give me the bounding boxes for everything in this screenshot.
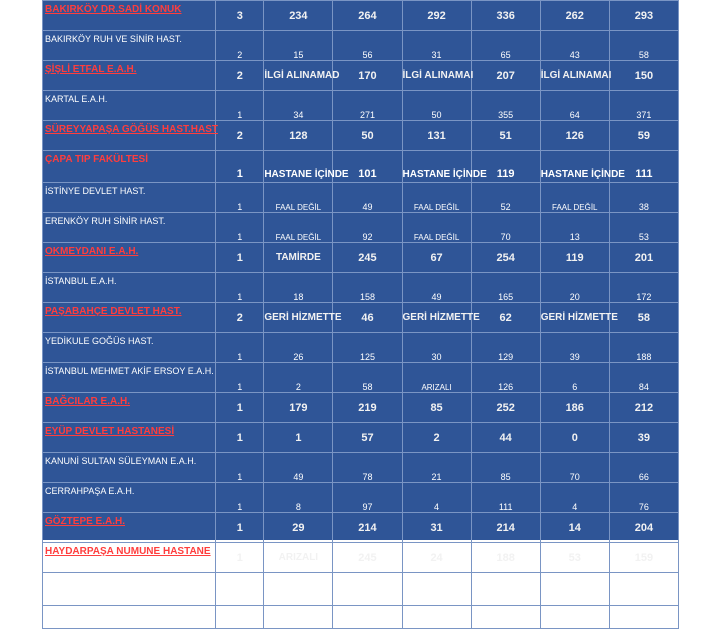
- value-cell: 131: [402, 121, 471, 151]
- value-cell: 13: [540, 213, 609, 243]
- table-row: [43, 31, 679, 61]
- hospital-table-sheet: [42, 0, 679, 564]
- count-cell: 2: [216, 121, 264, 151]
- table-body: [43, 1, 679, 629]
- empty-cell: [333, 573, 402, 606]
- value-cell: 4: [402, 483, 471, 513]
- value-cell: 111: [609, 151, 678, 183]
- hospital-name-cell: CERRAHPAŞA E.A.H.: [43, 483, 216, 513]
- hospital-name-cell: KANUNİ SULTAN SÜLEYMAN E.A.H.: [43, 453, 216, 483]
- value-cell: 207: [471, 61, 540, 91]
- count-cell: 1: [216, 393, 264, 423]
- empty-cell: [43, 606, 216, 629]
- value-cell: 126: [540, 121, 609, 151]
- value-cell: TAMİRDE: [264, 243, 333, 273]
- value-cell: 85: [471, 453, 540, 483]
- value-cell: 49: [402, 273, 471, 303]
- table-row: [43, 333, 679, 363]
- value-cell: 20: [540, 273, 609, 303]
- table-row: [43, 213, 679, 243]
- value-cell: 58: [609, 31, 678, 61]
- empty-cell: [264, 573, 333, 606]
- value-cell: İLGİ ALINAMAI: [540, 61, 609, 91]
- value-cell: 67: [402, 243, 471, 273]
- empty-cell: [609, 573, 678, 606]
- hospital-name-cell: İSTİNYE DEVLET HAST.: [43, 183, 216, 213]
- value-cell: 64: [540, 91, 609, 121]
- value-cell: 58: [609, 303, 678, 333]
- value-cell: 76: [609, 483, 678, 513]
- value-cell: 59: [609, 121, 678, 151]
- value-cell: 62: [471, 303, 540, 333]
- value-cell: 252: [471, 393, 540, 423]
- value-cell: 34: [264, 91, 333, 121]
- value-cell: 129: [471, 333, 540, 363]
- hospital-name-cell: SÜREYYAPAŞA GÖĞÜS HAST.HAST: [43, 121, 216, 151]
- table-row: [43, 393, 679, 423]
- hospital-name-cell: OKMEYDANI E.A.H.: [43, 243, 216, 273]
- empty-cell: [216, 606, 264, 629]
- value-cell: 170: [333, 61, 402, 91]
- value-cell: 214: [333, 513, 402, 543]
- value-cell: FAAL DEĞİL: [402, 213, 471, 243]
- value-cell: 78: [333, 453, 402, 483]
- count-cell: 1: [216, 213, 264, 243]
- value-cell: 52: [471, 183, 540, 213]
- hospital-name-cell: BAKIRKÖY RUH VE SİNİR HAST.: [43, 31, 216, 61]
- value-cell: 1: [264, 423, 333, 453]
- value-cell: 128: [264, 121, 333, 151]
- count-cell: 2: [216, 31, 264, 61]
- value-cell: 0: [540, 423, 609, 453]
- table-row: [43, 543, 679, 573]
- value-cell: 2: [264, 363, 333, 393]
- value-cell: 264: [333, 1, 402, 31]
- value-cell: 101: [333, 151, 402, 183]
- value-cell: 292: [402, 1, 471, 31]
- value-cell: 70: [540, 453, 609, 483]
- value-cell: 234: [264, 1, 333, 31]
- count-cell: 1: [216, 333, 264, 363]
- count-cell: 1: [216, 513, 264, 543]
- table-row: [43, 273, 679, 303]
- table-row: [43, 483, 679, 513]
- empty-cell: [333, 606, 402, 629]
- empty-cell: [471, 573, 540, 606]
- table-row: [43, 303, 679, 333]
- value-cell: 44: [471, 423, 540, 453]
- value-cell: 97: [333, 483, 402, 513]
- value-cell: 336: [471, 1, 540, 31]
- value-cell: 29: [264, 513, 333, 543]
- value-cell: 126: [471, 363, 540, 393]
- value-cell: 18: [264, 273, 333, 303]
- value-cell: 293: [609, 1, 678, 31]
- value-cell: 204: [609, 513, 678, 543]
- value-cell: ARIZALI: [402, 363, 471, 393]
- value-cell: 254: [471, 243, 540, 273]
- hospital-name-cell: GÖZTEPE E.A.H.: [43, 513, 216, 543]
- empty-row: [43, 606, 679, 629]
- count-cell: 1: [216, 91, 264, 121]
- hospital-name-cell: PAŞABAHÇE DEVLET HAST.: [43, 303, 216, 333]
- value-cell: 262: [540, 1, 609, 31]
- table-row: [43, 363, 679, 393]
- table-row: [43, 1, 679, 31]
- count-cell: 2: [216, 303, 264, 333]
- hospital-name-cell: YEDİKULE GOĞÜS HAST.: [43, 333, 216, 363]
- value-cell: İLGİ ALINAMAI: [402, 61, 471, 91]
- value-cell: FAAL DEĞİL: [264, 183, 333, 213]
- count-cell: 3: [216, 1, 264, 31]
- count-cell: 1: [216, 543, 264, 573]
- value-cell: FAAL DEĞİL: [264, 213, 333, 243]
- value-cell: 271: [333, 91, 402, 121]
- value-cell: 8: [264, 483, 333, 513]
- value-cell: İLGİ ALINAMAD: [264, 61, 333, 91]
- count-cell: 1: [216, 363, 264, 393]
- hospital-name-cell: İSTANBUL MEHMET AKİF ERSOY E.A.H.: [43, 363, 216, 393]
- value-cell: 201: [609, 243, 678, 273]
- value-cell: 158: [333, 273, 402, 303]
- value-cell: 49: [333, 183, 402, 213]
- value-cell: FAAL DEĞİL: [402, 183, 471, 213]
- value-cell: HASTANE İÇİNDE: [540, 151, 609, 183]
- value-cell: 24: [402, 543, 471, 573]
- value-cell: 371: [609, 91, 678, 121]
- table-row: [43, 423, 679, 453]
- value-cell: 186: [540, 393, 609, 423]
- value-cell: 39: [540, 333, 609, 363]
- value-cell: GERİ HİZMETTE: [402, 303, 471, 333]
- empty-cell: [540, 573, 609, 606]
- empty-cell: [43, 573, 216, 606]
- value-cell: 6: [540, 363, 609, 393]
- value-cell: 49: [264, 453, 333, 483]
- value-cell: 39: [609, 423, 678, 453]
- value-cell: GERİ HİZMETTE: [264, 303, 333, 333]
- value-cell: 214: [471, 513, 540, 543]
- value-cell: 57: [333, 423, 402, 453]
- value-cell: 245: [333, 543, 402, 573]
- value-cell: 212: [609, 393, 678, 423]
- table-row: [43, 183, 679, 213]
- value-cell: 165: [471, 273, 540, 303]
- value-cell: 119: [471, 151, 540, 183]
- table-row: [43, 513, 679, 543]
- value-cell: 31: [402, 31, 471, 61]
- value-cell: HASTANE İÇİNDE: [402, 151, 471, 183]
- value-cell: 15: [264, 31, 333, 61]
- count-cell: 1: [216, 243, 264, 273]
- count-cell: 1: [216, 183, 264, 213]
- value-cell: 92: [333, 213, 402, 243]
- hospital-name-cell: KARTAL E.A.H.: [43, 91, 216, 121]
- table-row: [43, 151, 679, 183]
- value-cell: 4: [540, 483, 609, 513]
- value-cell: 26: [264, 333, 333, 363]
- hospital-name-cell: HAYDARPAŞA NUMUNE HASTANE: [43, 543, 216, 573]
- value-cell: 38: [609, 183, 678, 213]
- hospital-name-cell: EYÜP DEVLET HASTANESİ: [43, 423, 216, 453]
- value-cell: 150: [609, 61, 678, 91]
- value-cell: 85: [402, 393, 471, 423]
- count-cell: 1: [216, 151, 264, 183]
- value-cell: 21: [402, 453, 471, 483]
- value-cell: 245: [333, 243, 402, 273]
- empty-cell: [216, 573, 264, 606]
- value-cell: 53: [609, 213, 678, 243]
- table-row: [43, 61, 679, 91]
- table-row: [43, 243, 679, 273]
- value-cell: 46: [333, 303, 402, 333]
- hospital-name-cell: ŞİŞLİ ETFAL E.A.H.: [43, 61, 216, 91]
- empty-cell: [540, 606, 609, 629]
- value-cell: 51: [471, 121, 540, 151]
- value-cell: 119: [540, 243, 609, 273]
- count-cell: 1: [216, 483, 264, 513]
- value-cell: 2: [402, 423, 471, 453]
- value-cell: 172: [609, 273, 678, 303]
- value-cell: HASTANE İÇİNDE: [264, 151, 333, 183]
- value-cell: 56: [333, 31, 402, 61]
- value-cell: 219: [333, 393, 402, 423]
- value-cell: 84: [609, 363, 678, 393]
- empty-cell: [609, 606, 678, 629]
- value-cell: 70: [471, 213, 540, 243]
- empty-cell: [402, 606, 471, 629]
- hospital-name-cell: BAKIRKÖY DR.SADİ KONUK: [43, 1, 216, 31]
- value-cell: 53: [540, 543, 609, 573]
- hospital-name-cell: ÇAPA TIP FAKÜLTESİ: [43, 151, 216, 183]
- value-cell: 31: [402, 513, 471, 543]
- value-cell: GERİ HİZMETTE: [540, 303, 609, 333]
- hospital-name-cell: ERENKÖY RUH SİNİR HAST.: [43, 213, 216, 243]
- empty-cell: [471, 606, 540, 629]
- count-cell: 2: [216, 61, 264, 91]
- value-cell: 58: [333, 363, 402, 393]
- value-cell: 50: [333, 121, 402, 151]
- value-cell: 43: [540, 31, 609, 61]
- count-cell: 1: [216, 423, 264, 453]
- hospital-name-cell: İSTANBUL E.A.H.: [43, 273, 216, 303]
- value-cell: 355: [471, 91, 540, 121]
- table-row: [43, 121, 679, 151]
- table-row: [43, 453, 679, 483]
- value-cell: 179: [264, 393, 333, 423]
- hospital-table: [42, 0, 679, 629]
- value-cell: 50: [402, 91, 471, 121]
- count-cell: 1: [216, 273, 264, 303]
- value-cell: 66: [609, 453, 678, 483]
- value-cell: FAAL DEĞİL: [540, 183, 609, 213]
- value-cell: ARIZALI: [264, 543, 333, 573]
- value-cell: 30: [402, 333, 471, 363]
- table-row: [43, 91, 679, 121]
- value-cell: 14: [540, 513, 609, 543]
- value-cell: 125: [333, 333, 402, 363]
- value-cell: 159: [609, 543, 678, 573]
- empty-cell: [264, 606, 333, 629]
- value-cell: 188: [609, 333, 678, 363]
- count-cell: 1: [216, 453, 264, 483]
- value-cell: 65: [471, 31, 540, 61]
- hospital-name-cell: BAĞCILAR E.A.H.: [43, 393, 216, 423]
- value-cell: 188: [471, 543, 540, 573]
- empty-cell: [402, 573, 471, 606]
- value-cell: 111: [471, 483, 540, 513]
- empty-row: [43, 573, 679, 606]
